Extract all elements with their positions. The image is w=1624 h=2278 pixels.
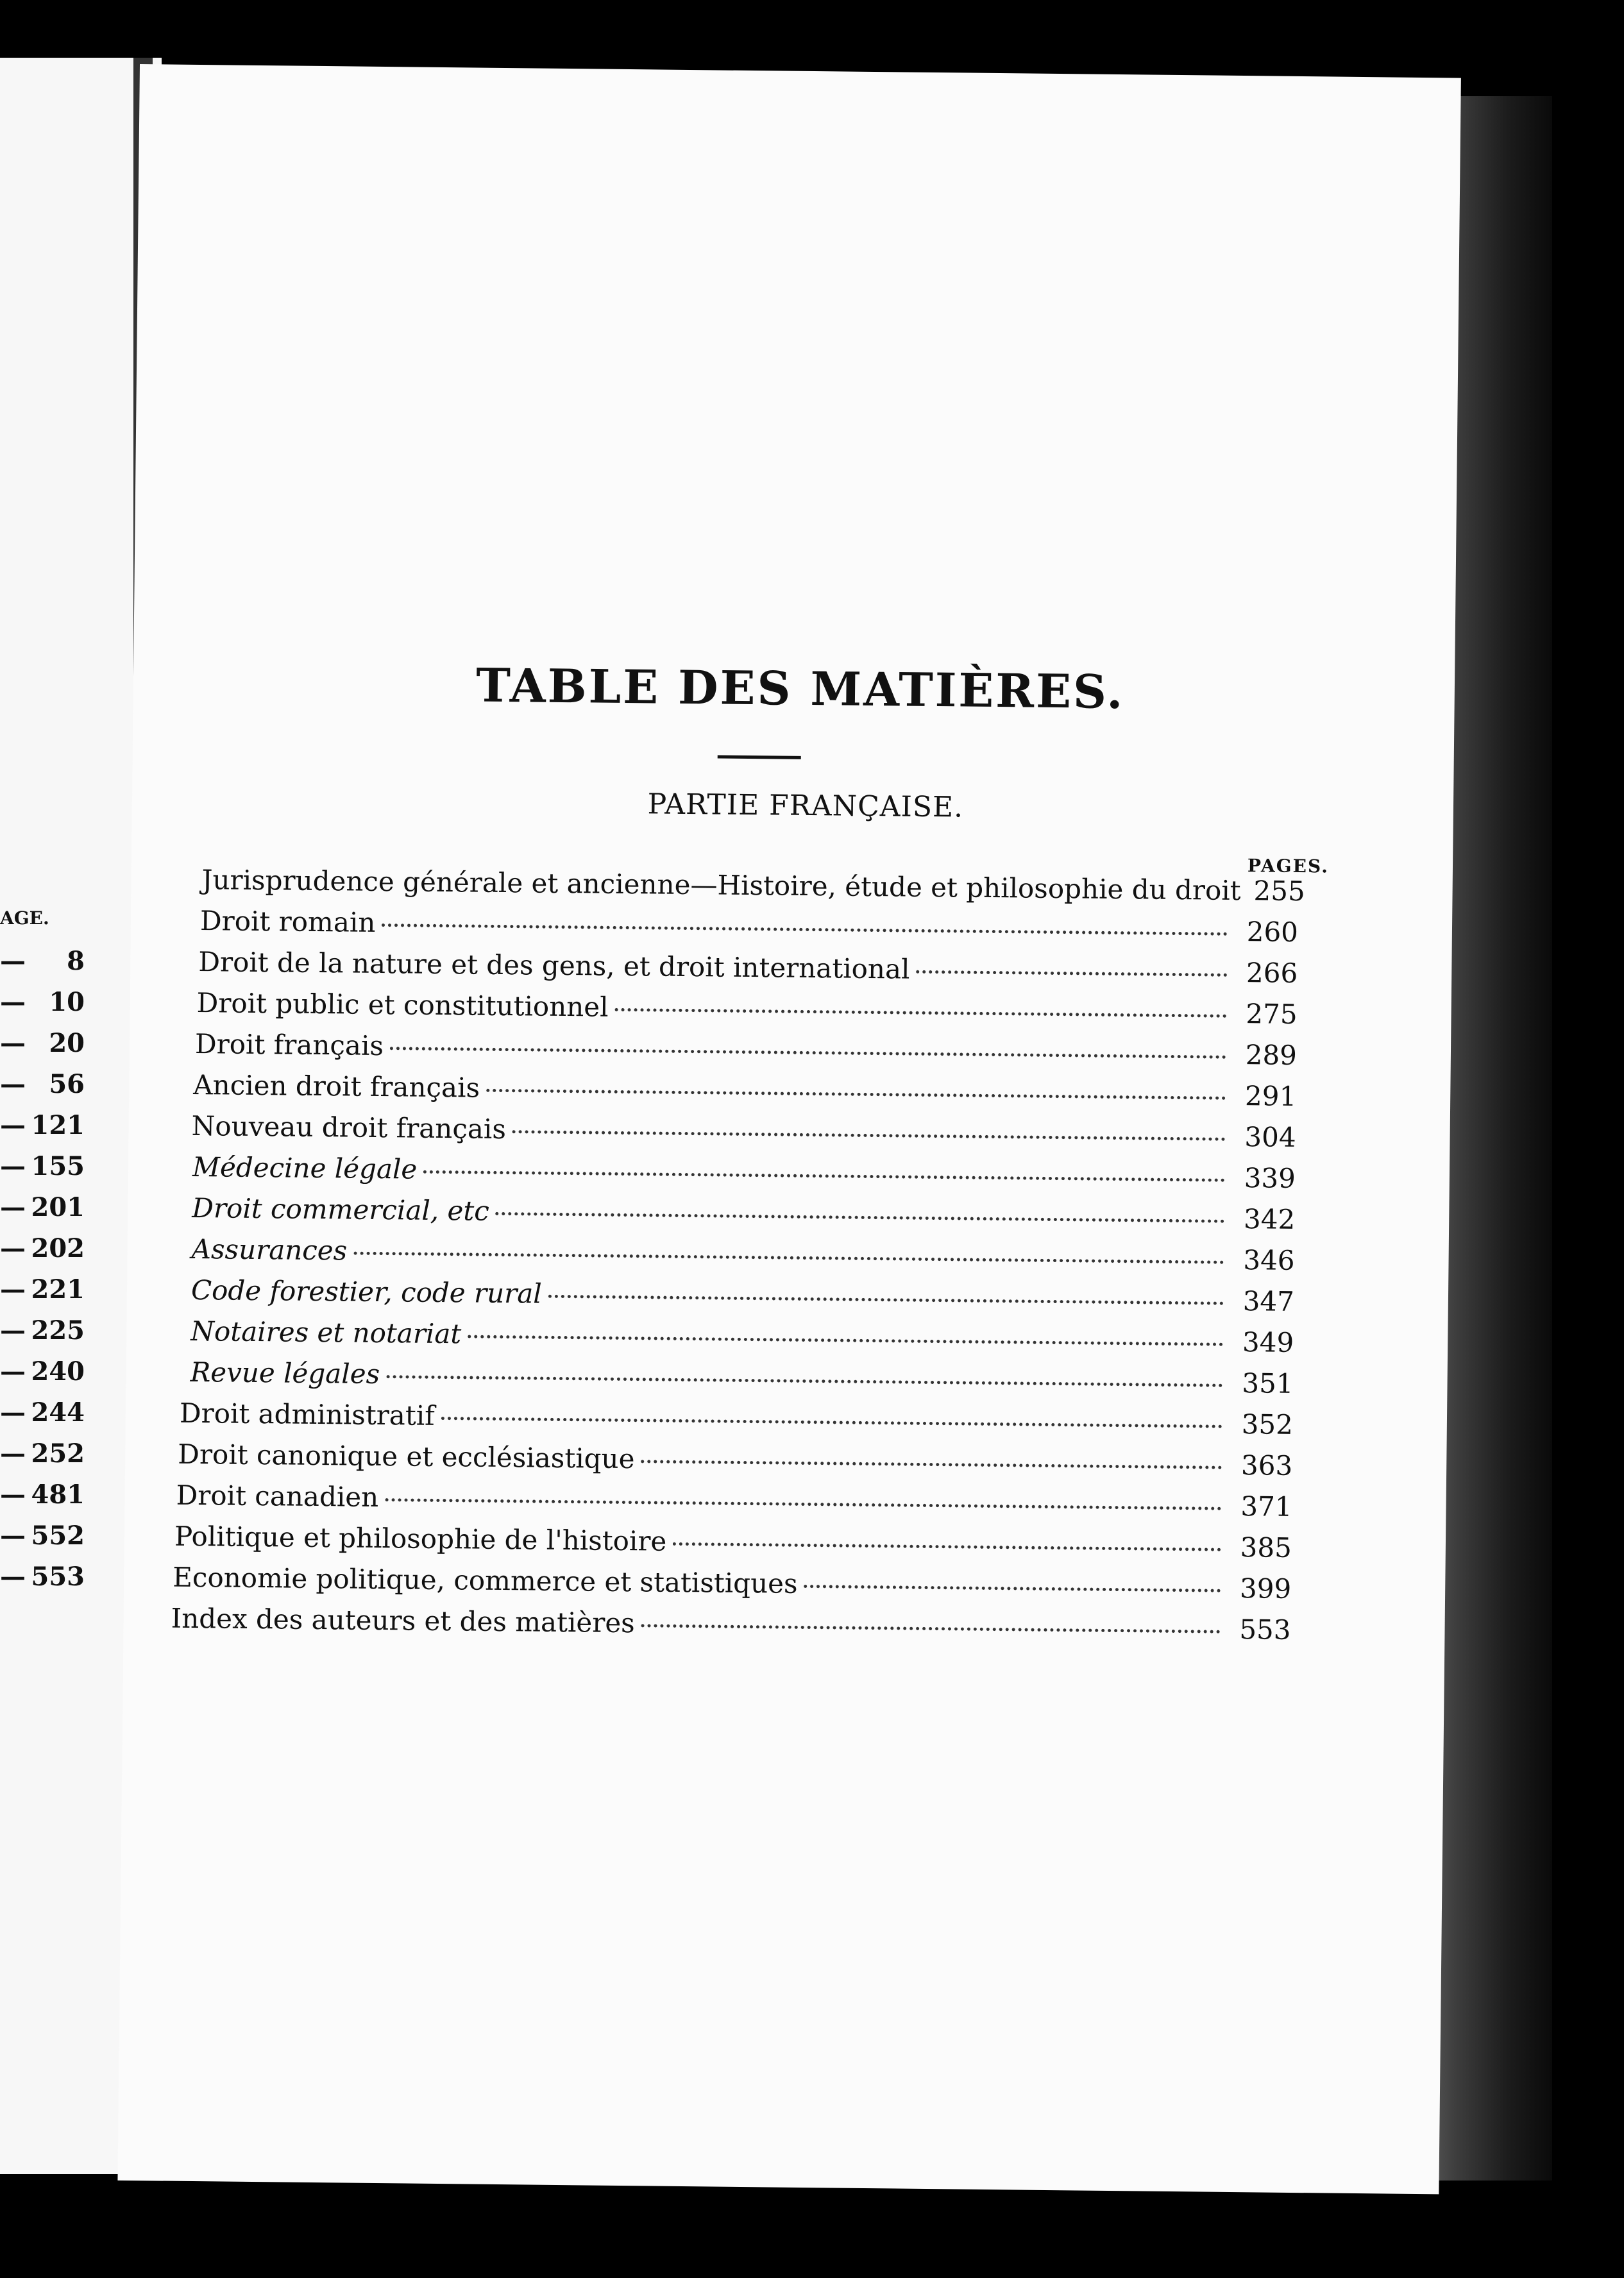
left-page-dash: — xyxy=(0,1315,26,1346)
left-page-dash: — xyxy=(0,1356,26,1387)
toc-entry-page: 260 xyxy=(1246,916,1299,948)
toc-entry-title: Economie politique, commerce et statistiques xyxy=(173,1561,798,1599)
dot-leader xyxy=(916,970,1227,977)
toc-entry-page: 291 xyxy=(1244,1080,1297,1112)
dot-leader xyxy=(385,1498,1221,1510)
toc-entry-page: 275 xyxy=(1246,998,1298,1030)
left-page-row xyxy=(0,1480,85,1510)
toc-entry-title: Médecine légale xyxy=(192,1151,418,1185)
left-page-dash: — xyxy=(0,1069,26,1099)
toc-entry xyxy=(192,1192,1295,1240)
toc-entry-title: Droit romain xyxy=(199,905,376,938)
toc-entry xyxy=(178,1439,1292,1486)
toc-entry xyxy=(191,1274,1294,1322)
toc-entry-page: 351 xyxy=(1242,1367,1294,1399)
dot-leader xyxy=(441,1417,1222,1428)
left-page-dash: — xyxy=(0,1028,26,1058)
dot-leader xyxy=(390,1047,1226,1059)
toc-entry-page: 347 xyxy=(1242,1285,1295,1317)
toc-entry-title: Notaires et notariat xyxy=(190,1315,462,1350)
toc-entry-title: Droit public et constitutionnel xyxy=(196,987,609,1023)
left-page-number: 240 xyxy=(31,1356,85,1387)
left-page-row xyxy=(0,946,85,976)
left-page-row xyxy=(0,1151,85,1181)
toc-entry-title: Droit canonique et ecclésiastique xyxy=(178,1438,635,1475)
left-page-dash: — xyxy=(0,1274,26,1304)
toc-entry-page: 363 xyxy=(1240,1449,1293,1481)
left-page-number: 20 xyxy=(49,1028,85,1058)
dot-leader xyxy=(468,1335,1223,1346)
toc-entry-title: Nouveau droit français xyxy=(191,1109,507,1145)
left-page-number: 8 xyxy=(67,946,85,976)
pages-column-header: PAGES. xyxy=(1247,855,1330,877)
page-title: TABLE DES MATIÈRES. xyxy=(475,657,1125,720)
left-page-number: 244 xyxy=(31,1397,85,1428)
left-page-dash: — xyxy=(0,987,26,1017)
toc-entry xyxy=(176,1480,1292,1527)
toc-entry-page: 352 xyxy=(1241,1408,1294,1440)
toc-entry xyxy=(196,987,1297,1034)
toc-entry-page: 385 xyxy=(1240,1531,1292,1564)
toc-entry-title: Droit de la nature et des gens, et droit international xyxy=(198,946,910,985)
left-page-row xyxy=(0,1274,85,1304)
left-page-number: 202 xyxy=(31,1233,85,1263)
toc-entry xyxy=(198,946,1298,993)
toc-entry-title: Revue légales xyxy=(190,1356,380,1390)
dot-leader xyxy=(804,1585,1221,1592)
toc-entry xyxy=(192,1151,1296,1199)
toc-entry-page: 349 xyxy=(1242,1326,1294,1358)
dot-leader xyxy=(641,1624,1221,1633)
dot-leader xyxy=(548,1295,1224,1305)
dot-leader xyxy=(641,1460,1222,1469)
left-page-number: 252 xyxy=(31,1439,85,1469)
left-page-dash: — xyxy=(0,1521,26,1551)
toc-entry-title: Droit canadien xyxy=(176,1479,379,1514)
left-page-row xyxy=(0,1069,85,1099)
toc-entry-title: Assurances xyxy=(191,1233,348,1267)
left-page-dash: — xyxy=(0,1562,26,1592)
toc-entry xyxy=(180,1397,1293,1445)
left-page-number: 121 xyxy=(31,1110,85,1140)
toc-entry xyxy=(173,1562,1291,1609)
left-page-number: 221 xyxy=(31,1274,85,1304)
toc-entry xyxy=(201,864,1306,911)
left-page-dash: — xyxy=(0,1110,26,1140)
left-page-number: 10 xyxy=(49,987,85,1017)
toc-entry-page: 553 xyxy=(1239,1614,1291,1646)
dot-leader xyxy=(673,1542,1221,1551)
left-page-dash: — xyxy=(0,946,26,976)
toc-entry xyxy=(171,1603,1290,1650)
left-page-dash: — xyxy=(0,1480,26,1510)
section-subtitle: PARTIE FRANÇAISE. xyxy=(647,788,964,824)
left-page-dash: — xyxy=(0,1192,26,1222)
left-page-row xyxy=(0,1439,85,1469)
toc-entry xyxy=(191,1233,1294,1281)
toc-entry xyxy=(195,1028,1297,1076)
left-page-row xyxy=(0,1521,85,1551)
left-page-dash: — xyxy=(0,1439,26,1469)
toc-entry-page: 255 xyxy=(1253,875,1306,907)
left-page-dash: — xyxy=(0,1397,26,1428)
left-page-row xyxy=(0,1110,85,1140)
toc-entry-page: 266 xyxy=(1246,957,1298,989)
toc-entry xyxy=(200,905,1298,952)
toc-entry xyxy=(190,1356,1293,1404)
toc-entry-page: 346 xyxy=(1243,1244,1295,1276)
toc-entry-title: Code forestier, code rural xyxy=(190,1274,542,1310)
left-page-header: AGE. xyxy=(0,907,49,929)
toc-entry-title: Droit commercial, etc xyxy=(192,1192,490,1227)
dot-leader xyxy=(386,1375,1222,1387)
left-page-row xyxy=(0,1356,85,1387)
left-page-row xyxy=(0,1397,85,1428)
main-page xyxy=(117,64,1460,2194)
left-page-row xyxy=(0,1192,85,1222)
left-page-number: 481 xyxy=(31,1480,85,1510)
left-page-number: 201 xyxy=(31,1192,85,1222)
dot-leader xyxy=(512,1130,1226,1141)
title-rule xyxy=(718,755,801,759)
toc-entry-page: 289 xyxy=(1245,1039,1298,1071)
toc-entry xyxy=(190,1315,1294,1363)
toc-entry-page: 371 xyxy=(1240,1490,1292,1523)
toc-entry-page: 342 xyxy=(1243,1203,1296,1235)
dot-leader xyxy=(382,924,1228,936)
left-page-row xyxy=(0,1562,85,1592)
toc-entry-page: 399 xyxy=(1239,1573,1292,1605)
dot-leader xyxy=(353,1252,1224,1264)
left-page-row xyxy=(0,987,85,1017)
left-page-number: 553 xyxy=(31,1562,85,1592)
left-page-dash: — xyxy=(0,1151,26,1181)
toc-entry-title: Jurisprudence générale et ancienne—Histoire, étude et philosophie du droit xyxy=(201,864,1241,907)
dot-leader xyxy=(423,1170,1225,1182)
toc-entry-page: 339 xyxy=(1244,1162,1296,1194)
toc-entry-title: Droit administratif xyxy=(179,1397,435,1431)
left-page-number: 552 xyxy=(31,1521,85,1551)
dot-leader xyxy=(615,1008,1227,1018)
toc-entry-title: Politique et philosophie de l'histoire xyxy=(174,1520,667,1557)
toc-entry xyxy=(193,1069,1296,1117)
left-page-row xyxy=(0,1233,85,1263)
toc-entry-title: Ancien droit français xyxy=(193,1068,480,1104)
left-page-row xyxy=(0,1315,85,1346)
dot-leader xyxy=(496,1212,1225,1223)
left-page-dash: — xyxy=(0,1233,26,1263)
toc-entry-title: Droit français xyxy=(194,1027,384,1062)
toc-entry-title: Index des auteurs et des matières xyxy=(171,1602,636,1639)
toc-entry xyxy=(191,1110,1296,1158)
dot-leader xyxy=(486,1089,1226,1100)
left-page-number: 225 xyxy=(31,1315,85,1346)
toc-entry xyxy=(174,1521,1292,1568)
toc-entry-page: 304 xyxy=(1244,1121,1296,1153)
left-page-row xyxy=(0,1028,85,1058)
left-page-number: 155 xyxy=(31,1151,85,1181)
left-page-number: 56 xyxy=(49,1069,85,1099)
